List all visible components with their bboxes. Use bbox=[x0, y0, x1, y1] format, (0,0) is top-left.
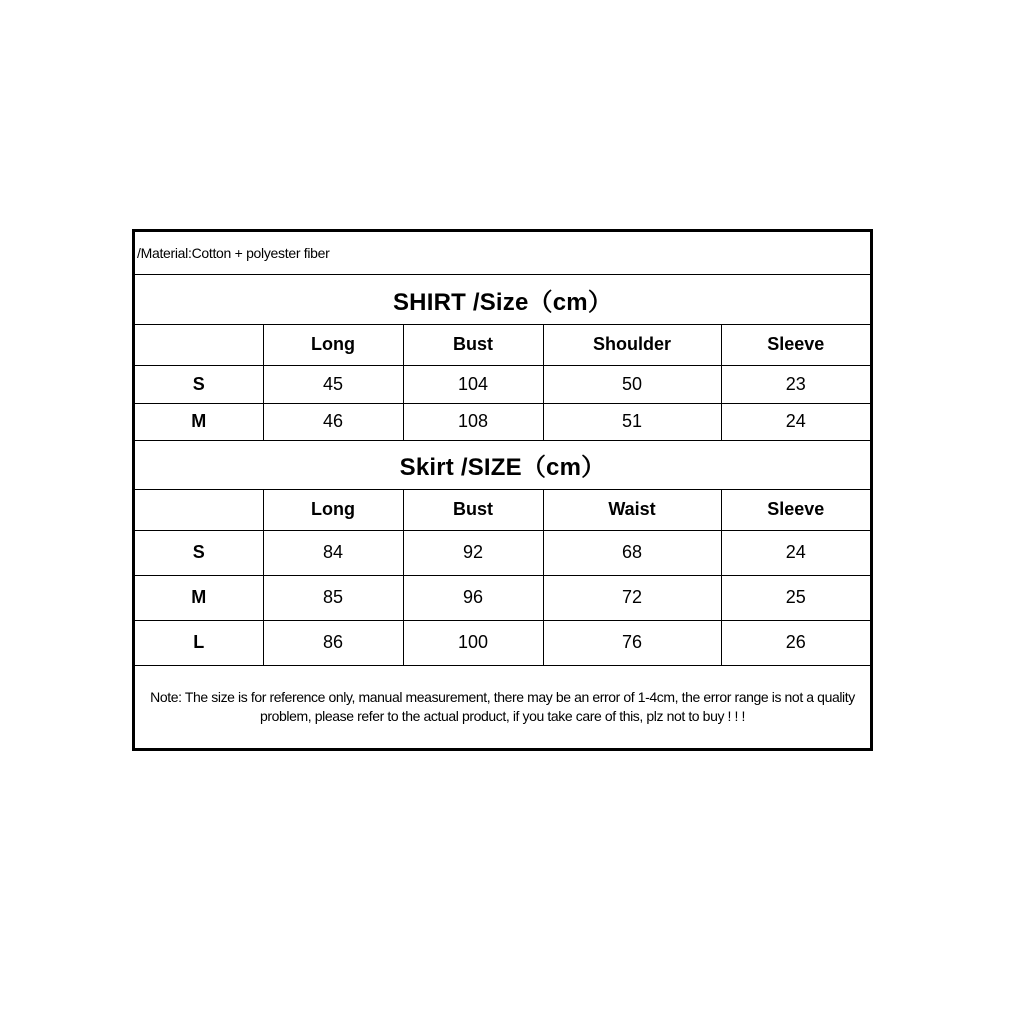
skirt-header-row bbox=[135, 489, 870, 530]
shirt-row-m bbox=[135, 403, 870, 440]
size-chart bbox=[132, 229, 873, 751]
shirt-cell-bust: 104 bbox=[403, 365, 543, 403]
shirt-cell-sleeve: 23 bbox=[721, 365, 870, 403]
shirt-col-shoulder: Shoulder bbox=[543, 324, 721, 365]
skirt-col-waist: Waist bbox=[543, 489, 721, 530]
shirt-section-title: SHIRT /Size（cm） bbox=[135, 274, 870, 324]
skirt-cell-waist: 72 bbox=[543, 575, 721, 620]
shirt-row-s bbox=[135, 365, 870, 403]
skirt-row-m bbox=[135, 575, 870, 620]
skirt-size-label: M bbox=[135, 575, 263, 620]
material-row bbox=[135, 232, 870, 274]
shirt-cell-shoulder: 51 bbox=[543, 403, 721, 440]
skirt-cell-sleeve: 26 bbox=[721, 620, 870, 665]
skirt-cell-waist: 68 bbox=[543, 530, 721, 575]
shirt-size-label: S bbox=[135, 365, 263, 403]
skirt-size-label: L bbox=[135, 620, 263, 665]
skirt-col-sleeve: Sleeve bbox=[721, 489, 870, 530]
shirt-col-sleeve: Sleeve bbox=[721, 324, 870, 365]
skirt-cell-bust: 96 bbox=[403, 575, 543, 620]
skirt-cell-bust: 100 bbox=[403, 620, 543, 665]
skirt-header-blank bbox=[135, 489, 263, 530]
skirt-cell-bust: 92 bbox=[403, 530, 543, 575]
shirt-title-row bbox=[135, 274, 870, 324]
size-chart-table bbox=[135, 232, 870, 748]
skirt-title-row bbox=[135, 440, 870, 489]
skirt-section-title: Skirt /SIZE（cm） bbox=[135, 440, 870, 489]
skirt-cell-sleeve: 25 bbox=[721, 575, 870, 620]
skirt-col-bust: Bust bbox=[403, 489, 543, 530]
skirt-cell-long: 84 bbox=[263, 530, 403, 575]
shirt-col-long: Long bbox=[263, 324, 403, 365]
skirt-size-label: S bbox=[135, 530, 263, 575]
material-text: /Material:Cotton + polyester fiber bbox=[135, 232, 870, 274]
skirt-cell-waist: 76 bbox=[543, 620, 721, 665]
shirt-col-bust: Bust bbox=[403, 324, 543, 365]
shirt-cell-sleeve: 24 bbox=[721, 403, 870, 440]
skirt-row-l bbox=[135, 620, 870, 665]
shirt-header-blank bbox=[135, 324, 263, 365]
skirt-row-s bbox=[135, 530, 870, 575]
skirt-cell-long: 86 bbox=[263, 620, 403, 665]
note-text: Note: The size is for reference only, manual measurement, there may be an error of 1-4cm, the error range is not a quality problem, please refer to the actual product, if you take care of this, plz not to buy ! ! ! bbox=[135, 665, 870, 748]
shirt-cell-bust: 108 bbox=[403, 403, 543, 440]
skirt-cell-long: 85 bbox=[263, 575, 403, 620]
shirt-cell-long: 46 bbox=[263, 403, 403, 440]
shirt-size-label: M bbox=[135, 403, 263, 440]
shirt-header-row bbox=[135, 324, 870, 365]
shirt-cell-shoulder: 50 bbox=[543, 365, 721, 403]
note-row bbox=[135, 665, 870, 748]
skirt-col-long: Long bbox=[263, 489, 403, 530]
shirt-cell-long: 45 bbox=[263, 365, 403, 403]
skirt-cell-sleeve: 24 bbox=[721, 530, 870, 575]
